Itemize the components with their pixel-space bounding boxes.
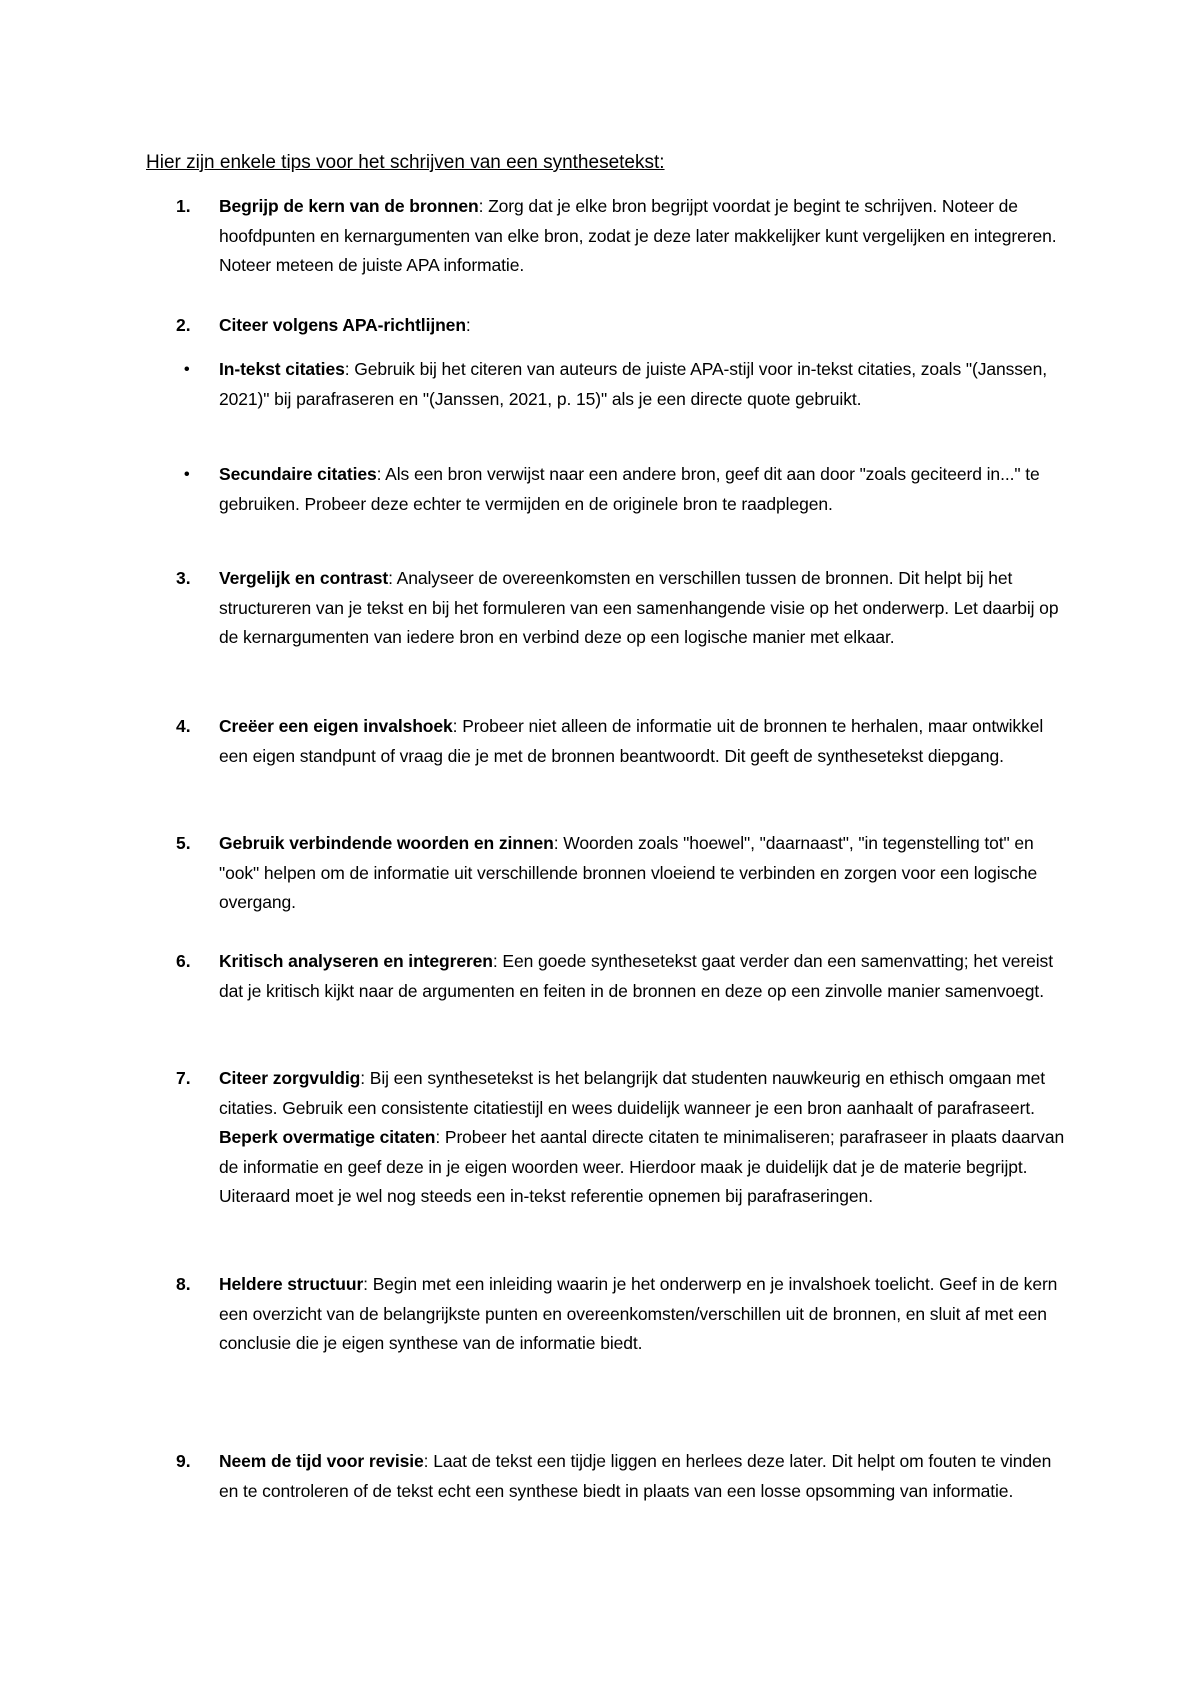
list-item-heading: Creëer een eigen invalshoek xyxy=(219,716,453,736)
list-item-body: : Begin met een inleiding waarin je het onderwerp en je invalshoek toelicht. Geef in de kern een overzicht van de belangrijkste punten en overeenkomsten/verschillen uit de bronnen, en sluit af met een conclusie die je eigen synthese van de informatie biedt. xyxy=(219,1274,1058,1353)
list-item-text xyxy=(219,564,1069,653)
list-item-body: : Zorg dat je elke bron begrijpt voordat je begint te schrijven. Noteer de hoofdpunten en kernargumenten van elke bron, zodat je deze later makkelijker kunt vergelijken en integreren. Noteer meteen de juiste APA informatie. xyxy=(219,196,1057,275)
list-item-text xyxy=(219,712,1069,771)
list-item-heading: Secundaire citaties xyxy=(219,464,377,484)
list-item-heading: Neem de tijd voor revisie xyxy=(219,1451,424,1471)
list-item-text xyxy=(219,1064,1069,1212)
list-item-body: : Gebruik bij het citeren van auteurs de juiste APA-stijl voor in-tekst citaties, zoals "(Janssen, 2021)" bij parafraseren en "(Janssen, 2021, p. 15)" als je een directe quote gebruikt. xyxy=(219,359,1047,409)
list-number: 7. xyxy=(176,1068,191,1088)
list-item-body: : Als een bron verwijst naar een andere bron, geef dit aan door "zoals geciteerd in..." te gebruiken. Probeer deze echter te vermijden en de originele bron te raadplegen. xyxy=(219,464,1040,514)
list-item-body: : Probeer niet alleen de informatie uit de bronnen te herhalen, maar ontwikkel een eigen standpunt of vraag die je met de bronnen beantwoordt. Dit geeft de synthesetekst diepgang. xyxy=(219,716,1044,766)
list-number: 5. xyxy=(176,833,191,853)
list-item-heading: Heldere structuur xyxy=(219,1274,364,1294)
list-item-heading: Citeer volgens APA-richtlijnen xyxy=(219,315,466,335)
list-number: 9. xyxy=(176,1451,191,1471)
list-number: 8. xyxy=(176,1274,191,1294)
list-item-text xyxy=(219,947,1069,1006)
list-number: 2. xyxy=(176,315,191,335)
list-item-body-secondary: : Probeer het aantal directe citaten te minimaliseren; parafraseer in plaats daarvan de informatie en geef deze in je eigen woorden weer. Hierdoor maak je duidelijk dat je de materie begrijpt. Uiteraard moet je wel nog steeds een in-tekst referentie opnemen bij parafraseringen. xyxy=(219,1127,1065,1206)
list-item-heading: In-tekst citaties xyxy=(219,359,345,379)
list-item-heading: Kritisch analyseren en integreren xyxy=(219,951,493,971)
list-number: 6. xyxy=(176,951,191,971)
list-item-body: : Woorden zoals "hoewel", "daarnaast", "in tegenstelling tot" en "ook" helpen om de informatie uit verschillende bronnen vloeiend te verbinden en zorgen voor een logische overgang. xyxy=(219,833,1038,912)
bullet-icon: • xyxy=(184,466,190,483)
list-item-body: : Een goede synthesetekst gaat verder dan een samenvatting; het vereist dat je kritisch kijkt naar de argumenten en feiten in de bronnen en deze op een zinvolle manier samenvoegt. xyxy=(219,951,1053,1001)
bullet-icon: • xyxy=(184,361,190,378)
list-item-text xyxy=(219,311,1069,341)
list-item-heading: Citeer zorgvuldig xyxy=(219,1068,361,1088)
list-item-heading: Vergelijk en contrast xyxy=(219,568,389,588)
list-number: 3. xyxy=(176,568,191,588)
list-item-text xyxy=(219,355,1069,414)
list-item-heading-secondary: Beperk overmatige citaten xyxy=(219,1127,436,1147)
list-item-heading: Begrijp de kern van de bronnen xyxy=(219,196,479,216)
page-title: Hier zijn enkele tips voor het schrijven van een synthesetekst: xyxy=(146,152,665,173)
list-item-body: : Laat de tekst een tijdje liggen en herlees deze later. Dit helpt om fouten te vinden en te controleren of de tekst echt een synthese biedt in plaats van een losse opsomming van informatie. xyxy=(219,1451,1052,1501)
list-number: 1. xyxy=(176,196,191,216)
list-item-heading: Gebruik verbindende woorden en zinnen xyxy=(219,833,554,853)
list-item-text xyxy=(219,1270,1069,1359)
list-item-text xyxy=(219,829,1069,918)
list-item-text xyxy=(219,1447,1069,1506)
list-item-text xyxy=(219,192,1069,281)
list-item-body: : Analyseer de overeenkomsten en verschillen tussen de bronnen. Dit helpt bij het structureren van je tekst en bij het formuleren van een samenhangende visie op het onderwerp. Let daarbij op de kernargumenten van iedere bron en verbind deze op een logische manier met elkaar. xyxy=(219,568,1059,647)
list-item-body: : Bij een synthesetekst is het belangrijk dat studenten nauwkeurig en ethisch omgaan met citaties. Gebruik een consistente citatiestijl en wees duidelijk wanneer je een bron aanhaalt of parafraseert. xyxy=(219,1068,1046,1118)
list-number: 4. xyxy=(176,716,191,736)
list-item-text xyxy=(219,460,1069,519)
list-item-body: : xyxy=(465,315,471,335)
